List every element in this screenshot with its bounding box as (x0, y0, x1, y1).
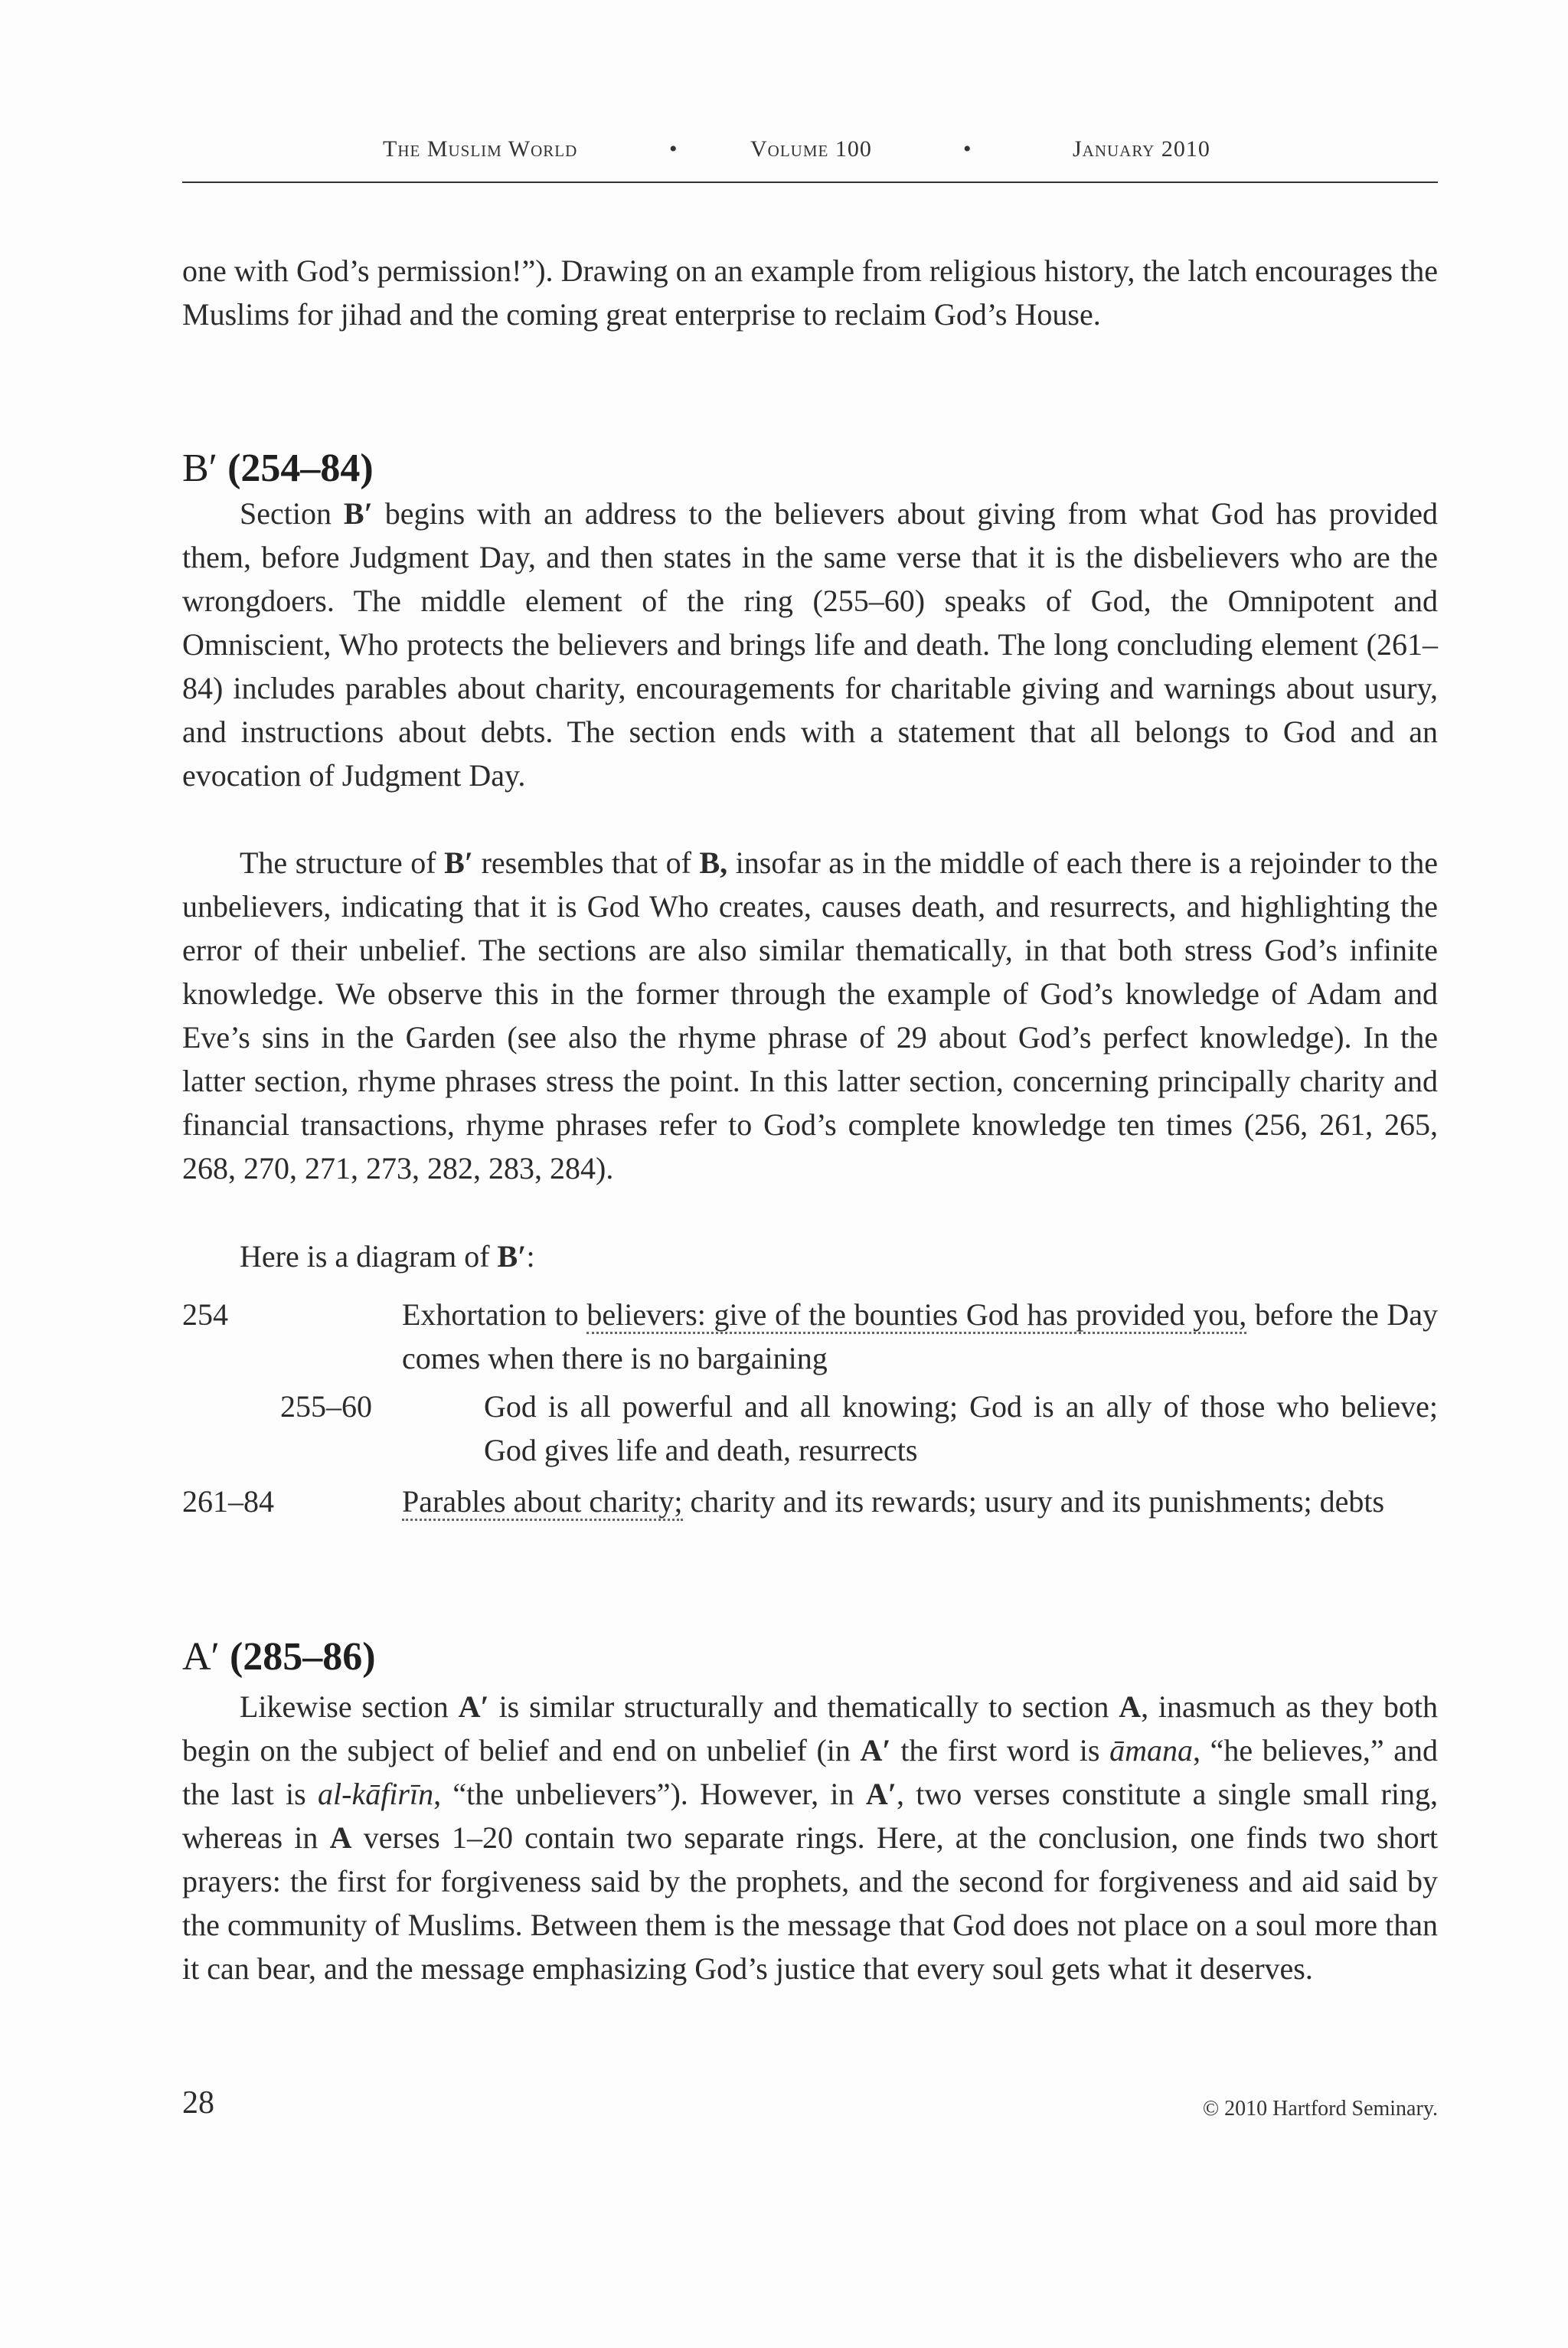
header-bullet: • (963, 136, 972, 162)
diagram-description: Exhortation to believers: give of the bounties God has provided you, before the Day comes when there is no bargaining (402, 1297, 1439, 1375)
bold-label: A (329, 1820, 352, 1855)
bold-label: A′ (458, 1689, 489, 1724)
heading-letter: A′ (182, 1635, 220, 1679)
bold-label: A′ (865, 1777, 897, 1811)
header-bullet: • (669, 136, 678, 162)
section-b-prime-paragraph-3: Here is a diagram of B′: (240, 1239, 535, 1274)
diagram-verse-range: 255–60 (280, 1389, 372, 1424)
diagram-description: God is all powerful and all knowing; God is an ally of those who believe; God gives life and death, resurrects (484, 1389, 1438, 1467)
diagram-verse-range: 254 (182, 1297, 228, 1332)
copyright-notice: © 2010 Hartford Seminary. (1202, 2097, 1438, 2121)
diagram-description: Parables about charity; charity and its rewards; usury and its punishments; debts (402, 1480, 1438, 1523)
section-b-prime-paragraph-2: The structure of B′ resembles that of B, insofar as in the middle of each there is a rejoinder to the unbelievers, indicating that it is God Who creates, causes death, and resurrects, and highlighting the error of their unbelief. The sections are also similar thematically, in that both stress God’s infinite knowledge. We observe this in the former through the example of God’s knowledge of Adam and Eve’s sins in the Garden (see also the rhyme phrase of 29 about God’s perfect knowledge). In the latter section, rhyme phrases stress the point. In this latter section, concerning principally charity and financial transactions, rhyme phrases refer to God’s complete knowledge ten times (256, 261, 265, 268, 270, 271, 273, 282, 283, 284). (182, 845, 1439, 1185)
section-heading-a-prime (182, 1634, 376, 1679)
dotted-underline-text: believers: give of the bounties God has provided you, (586, 1297, 1246, 1334)
bold-label: B′ (444, 845, 474, 880)
heading-range: (285–86) (229, 1635, 376, 1679)
intro-paragraph: one with God’s permission!”). Drawing on an example from religious history, the latch encourages the Muslims for jihad and the coming great enterprise to reclaim God’s House. (182, 253, 1438, 332)
header-rule (182, 181, 1438, 183)
bold-label: B′ (497, 1239, 527, 1274)
section-b-prime-paragraph-1: Section B′ begins with an address to the believers about giving from what God has provided them, before Judgment Day, and then states in the same verse that it is the disbelievers who are the wrongdoers. The middle element of the ring (255–60) speaks of God, the Omnipotent and Omniscient, Who protects the believers and brings life and death. The long concluding element (261–84) includes parables about charity, encouragements for charitable giving and warnings about usury, and instructions about debts. The section ends with a statement that all belongs to God and an evocation of Judgment Day. (182, 496, 1438, 793)
dotted-underline-text: Parables about charity; (402, 1484, 683, 1521)
bold-label: A (1119, 1689, 1142, 1724)
section-heading-b-prime (182, 446, 374, 491)
journal-title: The Muslim World (383, 136, 578, 162)
page (182, 0, 1438, 2348)
section-a-prime-paragraph: Likewise section A′ is similar structurally and thematically to section A, inasmuch as they both begin on the subject of belief and end on unbelief (in A′ the first word is āmana, “he believes,” and the last is al-kāfirīn, “the unbelievers”). However, in A′, two verses constitute a single small ring, whereas in A verses 1–20 contain two separate rings. Here, at the conclusion, one finds two short prayers: the first for forgiveness said by the prophets, and the second for forgiveness and aid said by the community of Muslims. Between them is the message that God does not place on a soul more than it can bear, and the message emphasizing God’s justice that every soul gets what it deserves. (182, 1689, 1439, 1986)
bold-label: B, (699, 845, 728, 880)
italic-term: āmana (1109, 1733, 1193, 1768)
bold-label: B′ (343, 496, 373, 531)
heading-range: (254–84) (227, 446, 374, 490)
page-number: 28 (182, 2085, 214, 2121)
volume-label: Volume 100 (750, 136, 872, 162)
heading-letter: B′ (182, 446, 218, 490)
italic-term: al-kāfirīn (318, 1777, 434, 1811)
issue-date: January 2010 (1073, 136, 1210, 162)
diagram-verse-range: 261–84 (182, 1484, 274, 1519)
bold-label: A′ (860, 1733, 891, 1768)
